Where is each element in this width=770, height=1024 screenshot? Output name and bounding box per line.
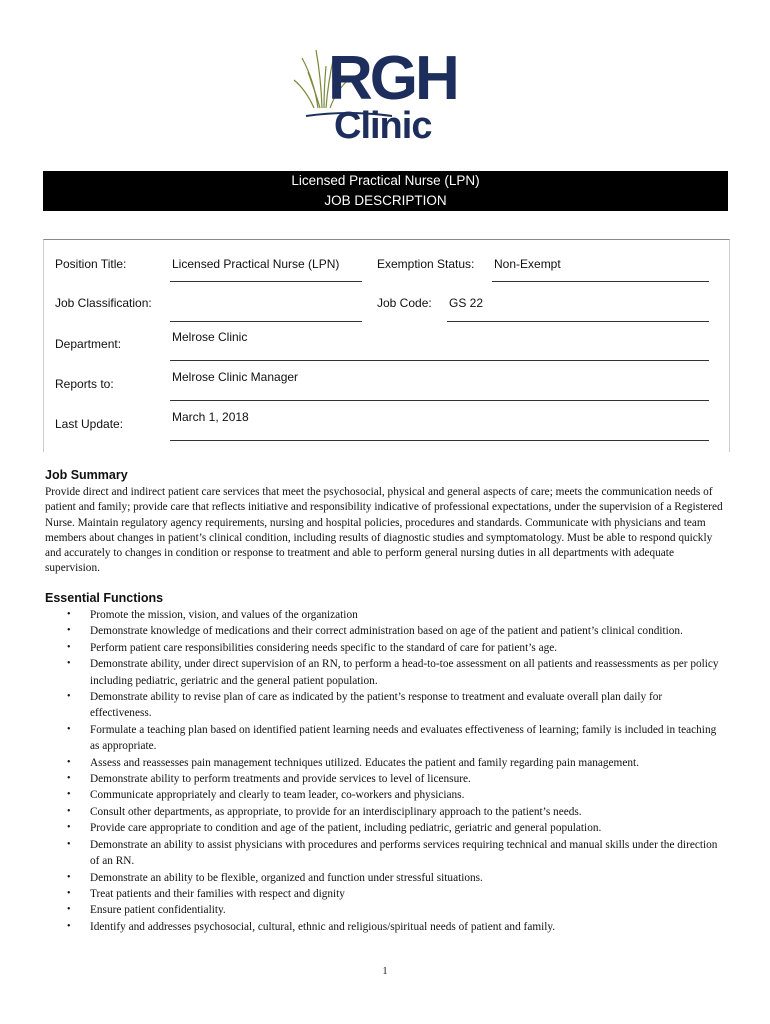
function-list-item bbox=[45, 820, 725, 836]
position-title-underline bbox=[170, 281, 362, 282]
bullet-icon: • bbox=[67, 609, 71, 620]
function-list-item bbox=[45, 902, 725, 918]
page-number: 1 bbox=[382, 966, 388, 977]
job-code-value: GS 22 bbox=[449, 296, 484, 310]
function-text: Consult other departments, as appropriate, to provide for an interdisciplinary approach to the patient’s needs. bbox=[90, 805, 582, 818]
bullet-icon: • bbox=[67, 723, 71, 735]
job-code-label: Job Code: bbox=[377, 296, 432, 310]
reports-to-value: Melrose Clinic Manager bbox=[172, 370, 299, 384]
function-text: Demonstrate an ability to assist physicians with procedures and performs services requiring technical and manual skills under the direction of an RN. bbox=[90, 838, 718, 868]
department-value: Melrose Clinic bbox=[172, 330, 248, 344]
exemption-status-underline bbox=[492, 281, 709, 282]
essential-functions-list bbox=[45, 607, 725, 935]
last-update-label: Last Update: bbox=[55, 417, 124, 431]
function-list-item bbox=[45, 689, 725, 722]
last-update-value: March 1, 2018 bbox=[172, 410, 249, 424]
department-underline bbox=[170, 360, 709, 361]
bullet-icon: • bbox=[67, 822, 71, 834]
department-label: Department: bbox=[55, 337, 122, 351]
bullet-icon: • bbox=[67, 887, 71, 899]
essential-functions-heading: Essential Functions bbox=[45, 591, 164, 605]
bullet-icon: • bbox=[67, 625, 71, 637]
job-classification-underline bbox=[170, 321, 362, 322]
function-text: Demonstrate ability to perform treatments and provide services to level of licensure. bbox=[90, 773, 471, 786]
bullet-icon: • bbox=[67, 756, 71, 768]
document-type-heading: JOB DESCRIPTION bbox=[324, 193, 447, 208]
function-text: Ensure patient confidentiality. bbox=[90, 904, 226, 917]
exemption-status-value: Non-Exempt bbox=[494, 257, 561, 271]
reports-to-label: Reports to: bbox=[55, 377, 114, 391]
logo-clinic-text: Clinic bbox=[334, 105, 432, 147]
function-list-item bbox=[45, 656, 725, 689]
job-code-underline bbox=[447, 321, 709, 322]
function-text: Treat patients and their families with respect and dignity bbox=[90, 887, 345, 900]
bullet-icon: • bbox=[67, 691, 71, 703]
job-summary-heading: Job Summary bbox=[45, 468, 128, 482]
function-list-item bbox=[45, 607, 725, 623]
function-list-item bbox=[45, 755, 725, 771]
function-list-item bbox=[45, 623, 725, 639]
function-list-item bbox=[45, 837, 725, 870]
function-text: Promote the mission, vision, and values of the organization bbox=[90, 609, 358, 621]
function-text: Demonstrate ability, under direct supervision of an RN, to perform a head-to-toe assessment on all patients and reassessments as per policy including pediatric, geriatric and the general patient population. bbox=[90, 658, 719, 687]
job-classification-label: Job Classification: bbox=[55, 296, 152, 310]
function-text: Demonstrate an ability to be flexible, organized and function under stressful situations. bbox=[90, 871, 483, 884]
bullet-icon: • bbox=[67, 904, 71, 916]
job-title-heading: Licensed Practical Nurse (LPN) bbox=[291, 173, 480, 188]
clinic-logo bbox=[288, 30, 478, 152]
function-text: Assess and reassesses pain management techniques utilized. Educates the patient and family regarding pain management. bbox=[90, 756, 639, 769]
bullet-icon: • bbox=[67, 641, 71, 653]
job-summary-text: Provide direct and indirect patient care services that meet the psychosocial, physical and general aspects of care; meets the communication needs of patient and family; provide care that reflects initiative and responsibility indicative of professional expectations, under the supervision of a Registered Nurse. Maintain regulatory agency requirements, nursing and hospital policies, procedures and standards. Communicate with physicians and team members about changes in patient’s clinical condition, including results of diagnostic studies and symptomatology. Must be able to respond quickly and accurately to changes in condition or response to treatment and able to perform general nursing duties in all departments with adequate supervision. bbox=[45, 486, 723, 575]
function-text: Demonstrate ability to revise plan of care as indicated by the patient’s response to treatment and evaluate overall plan daily for effectiveness. bbox=[90, 691, 663, 720]
function-text: Perform patient care responsibilities considering needs specific to the standard of care for patient’s age. bbox=[90, 641, 558, 654]
logo-rgh-text: RGH bbox=[328, 44, 457, 113]
bullet-icon: • bbox=[67, 658, 71, 670]
reports-to-underline bbox=[170, 400, 709, 401]
position-title-value: Licensed Practical Nurse (LPN) bbox=[172, 257, 340, 271]
bullet-icon: • bbox=[67, 789, 71, 801]
exemption-status-label: Exemption Status: bbox=[377, 257, 475, 271]
bullet-icon: • bbox=[67, 805, 71, 817]
position-info-box bbox=[43, 239, 730, 452]
bullet-icon: • bbox=[67, 871, 71, 883]
function-list-item bbox=[45, 640, 725, 656]
title-bar bbox=[43, 171, 728, 211]
function-list-item bbox=[45, 886, 725, 902]
position-title-label: Position Title: bbox=[55, 257, 127, 271]
last-update-underline bbox=[170, 440, 709, 441]
function-text: Identify and addresses psychosocial, cultural, ethnic and religious/spiritual needs of patient and family. bbox=[90, 920, 556, 933]
function-text: Formulate a teaching plan based on identified patient learning needs and evaluates effectiveness of learning; family is included in teaching as appropriate. bbox=[90, 723, 717, 753]
function-list-item bbox=[45, 919, 725, 935]
bullet-icon: • bbox=[67, 920, 71, 932]
function-text: Demonstrate knowledge of medications and their correct administration based on age of the patient and patient’s clinical condition. bbox=[90, 625, 683, 638]
function-text: Communicate appropriately and clearly to team leader, co-workers and physicians. bbox=[90, 789, 465, 802]
function-text: Provide care appropriate to condition and age of the patient, including pediatric, geriatric and general population. bbox=[90, 822, 602, 835]
bullet-icon: • bbox=[67, 838, 71, 850]
bullet-icon: • bbox=[67, 773, 71, 785]
function-list-item bbox=[45, 771, 725, 787]
function-list-item bbox=[45, 722, 725, 755]
function-list-item bbox=[45, 870, 725, 886]
function-list-item bbox=[45, 787, 725, 803]
function-list-item bbox=[45, 804, 725, 820]
